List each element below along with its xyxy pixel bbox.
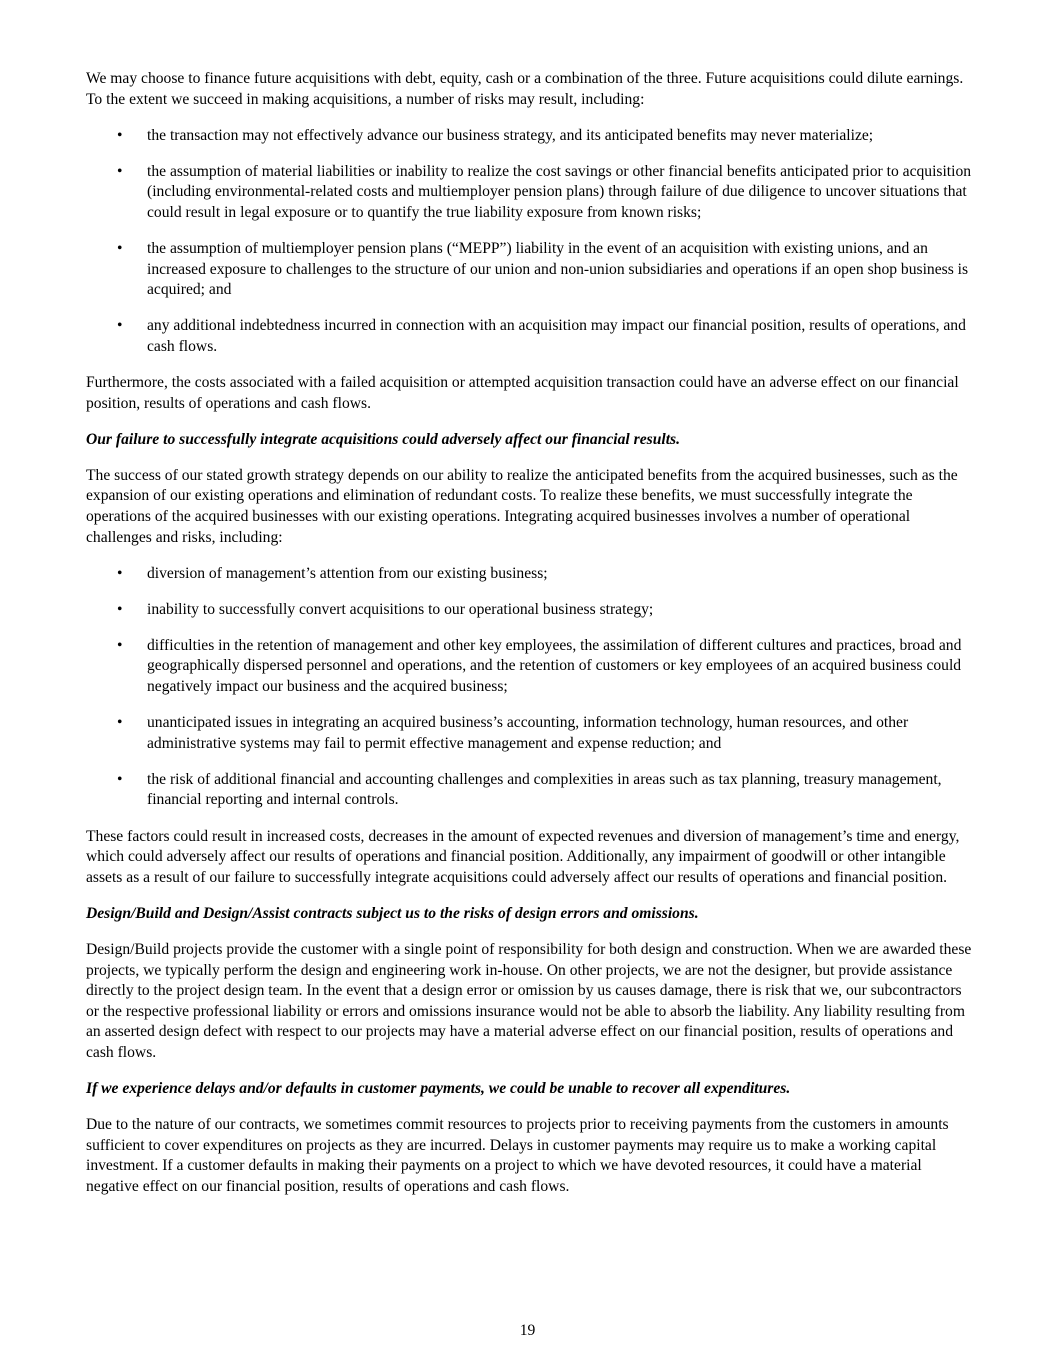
list-item (86, 636, 972, 698)
intro-paragraph: We may choose to finance future acquisitions with debt, equity, cash or a combination of the three. Future acquisitions could dilute earnings. To the extent we succeed in making acquisitions, a number of risks may result, including: (86, 70, 964, 108)
bullet-marker: • (117, 317, 123, 335)
bullet-marker: • (117, 564, 123, 582)
list-item-text: any additional indebtedness incurred in connection with an acquisition may impact our financial position, results of operations, and cash flows. (147, 317, 966, 355)
list-item (86, 770, 972, 811)
section-heading-integration: Our failure to successfully integrate acquisitions could adversely affect our financial results. (86, 430, 681, 448)
customer-payments-paragraph: Due to the nature of our contracts, we sometimes commit resources to projects prior to receiving payments from the customers in amounts sufficient to cover expenditures on projects as they are incurred. Delays in customer payments may require us to make a working capital investment. If a customer defaults in making their payments on a project to which we have devoted resources, it could have a material negative effect on our financial position, results of operations and cash flows. (86, 1116, 949, 1195)
list-item-text: the transaction may not effectively advance our business strategy, and its anticipated benefits may never materialize; (147, 126, 874, 144)
bullet-marker: • (117, 714, 123, 732)
bullet-marker: • (117, 636, 123, 654)
list-item-text: inability to successfully convert acquisitions to our operational business strategy; (147, 600, 654, 618)
list-item (86, 600, 972, 621)
list-item-text: the risk of additional financial and accounting challenges and complexities in areas such as tax planning, treasury management, financial reporting and internal controls. (147, 770, 942, 809)
list-item-text: the assumption of material liabilities or inability to realize the cost savings or other financial benefits anticipated prior to acquisition (including environmental-related costs and multiemployer pension plans) through failure of due diligence to uncover situations that could result in legal exposure or to quantify the true liability exposure from known risks; (147, 162, 972, 221)
integration-risks-list (86, 564, 972, 811)
integration-conclusion-paragraph: These factors could result in increased costs, decreases in the amount of expected revenues and diversion of management’s time and energy, which could adversely affect our results of operations and financial position. Additionally, any impairment of goodwill or other intangible assets as a result of our failure to successfully integrate acquisitions could adversely affect our results of operations and financial position. (86, 827, 960, 886)
list-item (86, 713, 972, 754)
document-page (86, 69, 972, 1213)
list-item (86, 316, 972, 357)
integration-intro-paragraph: The success of our stated growth strategy depends on our ability to realize the anticipated benefits from the acquired businesses, such as the expansion of our existing operations and elimination of redundant costs. To realize these benefits, we must successfully integrate the operations of the acquired businesses with our existing operations. Integrating acquired businesses involves a number of operational challenges and risks, including: (86, 466, 958, 546)
page-number: 19 (519, 1322, 536, 1339)
bullet-marker: • (117, 126, 123, 144)
list-item-text: the assumption of multiemployer pension plans (“MEPP”) liability in the event of an acquisition with existing unions, and an increased exposure to challenges to the structure of our union and non-union subsidiaries and operations if an open shop business is acquired; and (147, 240, 969, 299)
list-item (86, 564, 972, 585)
bullet-marker: • (117, 770, 123, 788)
acquisition-risks-list (86, 126, 972, 358)
bullet-marker: • (117, 240, 123, 258)
list-item (86, 239, 972, 301)
list-item-text: diversion of management’s attention from our existing business; (147, 564, 548, 582)
failed-acquisition-paragraph: Furthermore, the costs associated with a failed acquisition or attempted acquisition transaction could have an adverse effect on our financial position, results of operations and cash flows. (86, 374, 959, 412)
section-heading-design-build: Design/Build and Design/Assist contracts subject us to the risks of design errors and omissions. (86, 904, 699, 922)
list-item-text: unanticipated issues in integrating an acquired business’s accounting, information technology, human resources, and other administrative systems may fail to permit effective management and expense reduction; and (147, 714, 909, 752)
section-heading-customer-payments: If we experience delays and/or defaults in customer payments, we could be unable to recover all expenditures. (86, 1079, 791, 1097)
list-item-text: difficulties in the retention of management and other key employees, the assimilation of different cultures and practices, broad and geographically dispersed personnel and operations, and the retention of customers or key employees of an acquired business could negatively impact our business and the acquired business; (147, 636, 962, 696)
list-item (86, 162, 972, 224)
design-build-paragraph: Design/Build projects provide the customer with a single point of responsibility for both design and construction. When we are awarded these projects, we typically perform the design and engineering work in-house. On other projects, we are not the designer, but provide assistance directly to the project design team. In the event that a design error or omission by us causes damage, there is risk that we, our subcontractors or the respective professional liability or errors and omissions insurance would not be able to absorb the liability. Any liability resulting from an asserted design defect with respect to our projects may have a material adverse effect on our financial position, results of operations and cash flows. (86, 940, 972, 1061)
bullet-marker: • (117, 162, 123, 180)
bullet-marker: • (117, 600, 123, 618)
list-item (86, 126, 972, 147)
